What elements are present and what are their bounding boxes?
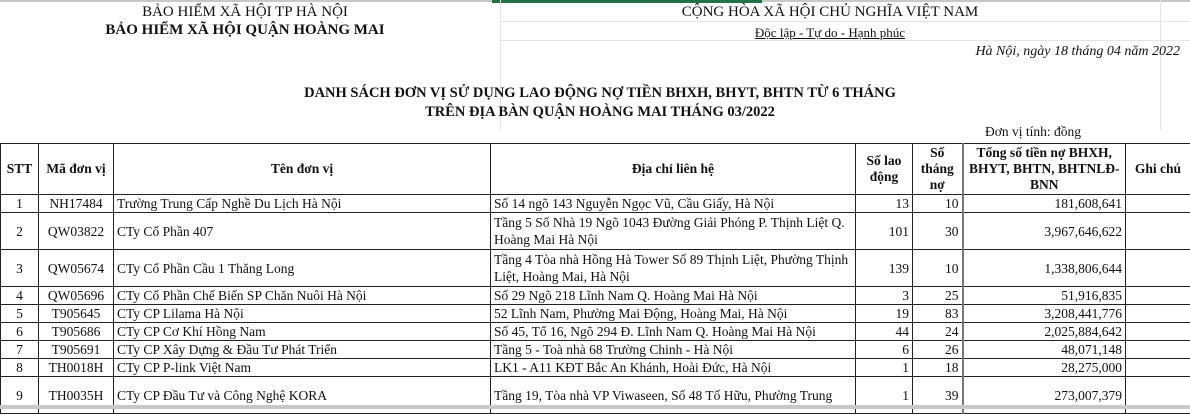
cell-workers[interactable]: 3 [856,287,913,305]
cell-address[interactable]: Số 14 ngõ 143 Nguyễn Ngọc Vũ, Cầu Giấy, Hà Nội [491,195,856,213]
country-name: CỘNG HÒA XÃ HỘI CHỦ NGHĨA VIỆT NAM [500,4,1160,21]
col-header-workers[interactable]: Số lao động [856,144,913,195]
org-parent: BẢO HIỂM XÃ HỘI TP HÀ NỘI [0,4,490,21]
cell-stt[interactable]: 7 [1,341,39,359]
cell-workers[interactable]: 139 [856,250,913,287]
cell-name[interactable]: CTy CP P-link Việt Nam [114,359,491,377]
cell-note[interactable] [1126,341,1190,359]
table-row [1,195,1190,213]
cell-stt[interactable]: 2 [1,213,39,250]
cell-code[interactable]: TH0018H [39,359,114,377]
cell-months[interactable]: 24 [913,323,963,341]
motto: Độc lập - Tự do - Hạnh phúc [500,25,1160,41]
cell-name[interactable]: CTy CP Cơ Khí Hồng Nam [114,323,491,341]
col-header-name[interactable]: Tên đơn vị [114,144,491,195]
cell-workers[interactable]: 13 [856,195,913,213]
cell-stt[interactable]: 8 [1,359,39,377]
cell-address[interactable]: Số 29 Ngõ 218 Lĩnh Nam Q. Hoàng Mai Hà Nội [491,287,856,305]
cell-code[interactable]: QW05674 [39,250,114,287]
table-row [1,359,1190,377]
cell-workers[interactable]: 44 [856,323,913,341]
cell-amount[interactable]: 181,608,641 [963,195,1126,213]
cell-note[interactable] [1126,359,1190,377]
col-header-code[interactable]: Mã đơn vị [39,144,114,195]
table-row [1,341,1190,359]
cell-workers[interactable]: 6 [856,341,913,359]
cell-name[interactable]: CTy Cổ Phần Chế Biến SP Chăn Nuôi Hà Nội [114,287,491,305]
unit-note: Đơn vị tính: đồng [985,124,1081,140]
cell-address[interactable]: Tầng 4 Tòa nhà Hồng Hà Tower Số 89 Thịnh Liệt, Phường Thịnh Liệt, Hoàng Mai, Hà Nội [491,250,856,287]
table-row [1,305,1190,323]
cell-name[interactable]: CTy CP Lilama Hà Nội [114,305,491,323]
cell-amount[interactable]: 48,071,148 [963,341,1126,359]
cell-months[interactable]: 18 [913,359,963,377]
cell-note[interactable] [1126,213,1190,250]
cell-code[interactable]: NH17484 [39,195,114,213]
col-header-stt[interactable]: STT [1,144,39,195]
cell-address[interactable]: 52 Lĩnh Nam, Phường Mai Động, Hoàng Mai, Hà Nội [491,305,856,323]
cell-stt[interactable]: 5 [1,305,39,323]
cell-months[interactable]: 10 [913,250,963,287]
cell-workers[interactable]: 1 [856,359,913,377]
window-bottom-edge [0,405,1190,409]
cell-amount[interactable]: 3,208,441,776 [963,305,1126,323]
cell-name[interactable]: CTy CP Đầu Tư và Công Nghệ KORA [114,377,491,414]
date-line: Hà Nội, ngày 18 tháng 04 năm 2022 [975,44,1180,60]
cell-code[interactable]: T905691 [39,341,114,359]
cell-address[interactable]: Số 45, Tổ 16, Ngõ 294 Đ. Lĩnh Nam Q. Hoàng Mai Hà Nội [491,323,856,341]
col-header-amount[interactable]: Tổng số tiền nợ BHXH, BHYT, BHTN, BHTNLĐ-BNN [963,144,1126,195]
cell-code[interactable]: QW03822 [39,213,114,250]
table-header-row [1,144,1190,195]
cell-months[interactable]: 30 [913,213,963,250]
cell-address[interactable]: Tầng 5 - Toà nhà 68 Trường Chinh - Hà Nội [491,341,856,359]
col-header-note[interactable]: Ghi chú [1126,144,1190,195]
cell-name[interactable]: CTy Cổ Phần 407 [114,213,491,250]
cell-address[interactable]: Tầng 19, Tòa nhà VP Viwaseen, Số 48 Tố Hữu, Phường Trung [491,377,856,414]
cell-months[interactable]: 26 [913,341,963,359]
active-tab-indicator [492,0,762,3]
cell-note[interactable] [1126,287,1190,305]
cell-amount[interactable]: 2,025,884,642 [963,323,1126,341]
col-header-months[interactable]: Số tháng nợ [913,144,963,195]
cell-months[interactable]: 83 [913,305,963,323]
cell-stt[interactable]: 1 [1,195,39,213]
org-name: BẢO HIỂM XÃ HỘI QUẬN HOÀNG MAI [0,22,490,39]
cell-months[interactable]: 25 [913,287,963,305]
document-title: DANH SÁCH ĐƠN VỊ SỬ DỤNG LAO ĐỘNG NỢ TIỀN BHXH, BHYT, BHTN TỪ 6 THÁNG [200,85,1000,102]
gridline [1160,0,1161,130]
cell-stt[interactable]: 3 [1,250,39,287]
gridline [500,21,1190,22]
cell-months[interactable]: 10 [913,195,963,213]
cell-amount[interactable]: 1,338,806,644 [963,250,1126,287]
cell-months[interactable]: 39 [913,377,963,414]
cell-stt[interactable]: 4 [1,287,39,305]
cell-note[interactable] [1126,305,1190,323]
cell-name[interactable]: Trường Trung Cấp Nghề Du Lịch Hà Nội [114,195,491,213]
table-row [1,323,1190,341]
cell-code[interactable]: T905686 [39,323,114,341]
cell-workers[interactable]: 1 [856,377,913,414]
table-row [1,250,1190,287]
debt-table [0,143,1190,414]
cell-amount[interactable]: 51,916,835 [963,287,1126,305]
cell-name[interactable]: CTy Cổ Phần Cầu 1 Thăng Long [114,250,491,287]
table-row [1,213,1190,250]
cell-address[interactable]: LK1 - A11 KĐT Bắc An Khánh, Hoài Đức, Hà Nội [491,359,856,377]
cell-name[interactable]: CTy CP Xây Dựng & Đầu Tư Phát Triển [114,341,491,359]
document-subtitle: TRÊN ĐỊA BÀN QUẬN HOÀNG MAI THÁNG 03/2022 [200,104,1000,121]
cell-stt[interactable]: 6 [1,323,39,341]
cell-stt[interactable]: 9 [1,377,39,414]
cell-code[interactable]: T905645 [39,305,114,323]
cell-note[interactable] [1126,250,1190,287]
cell-code[interactable]: TH0035H [39,377,114,414]
cell-amount[interactable]: 28,275,000 [963,359,1126,377]
cell-amount[interactable]: 3,967,646,622 [963,213,1126,250]
table-row [1,287,1190,305]
cell-code[interactable]: QW05696 [39,287,114,305]
cell-workers[interactable]: 101 [856,213,913,250]
cell-note[interactable] [1126,323,1190,341]
cell-workers[interactable]: 19 [856,305,913,323]
cell-amount[interactable]: 273,007,379 [963,377,1126,414]
cell-address[interactable]: Tầng 5 Số Nhà 19 Ngõ 1043 Đường Giải Phóng P. Thịnh Liệt Q. Hoàng Mai Hà Nội [491,213,856,250]
col-header-address[interactable]: Địa chỉ liên hệ [491,144,856,195]
cell-note[interactable] [1126,195,1190,213]
